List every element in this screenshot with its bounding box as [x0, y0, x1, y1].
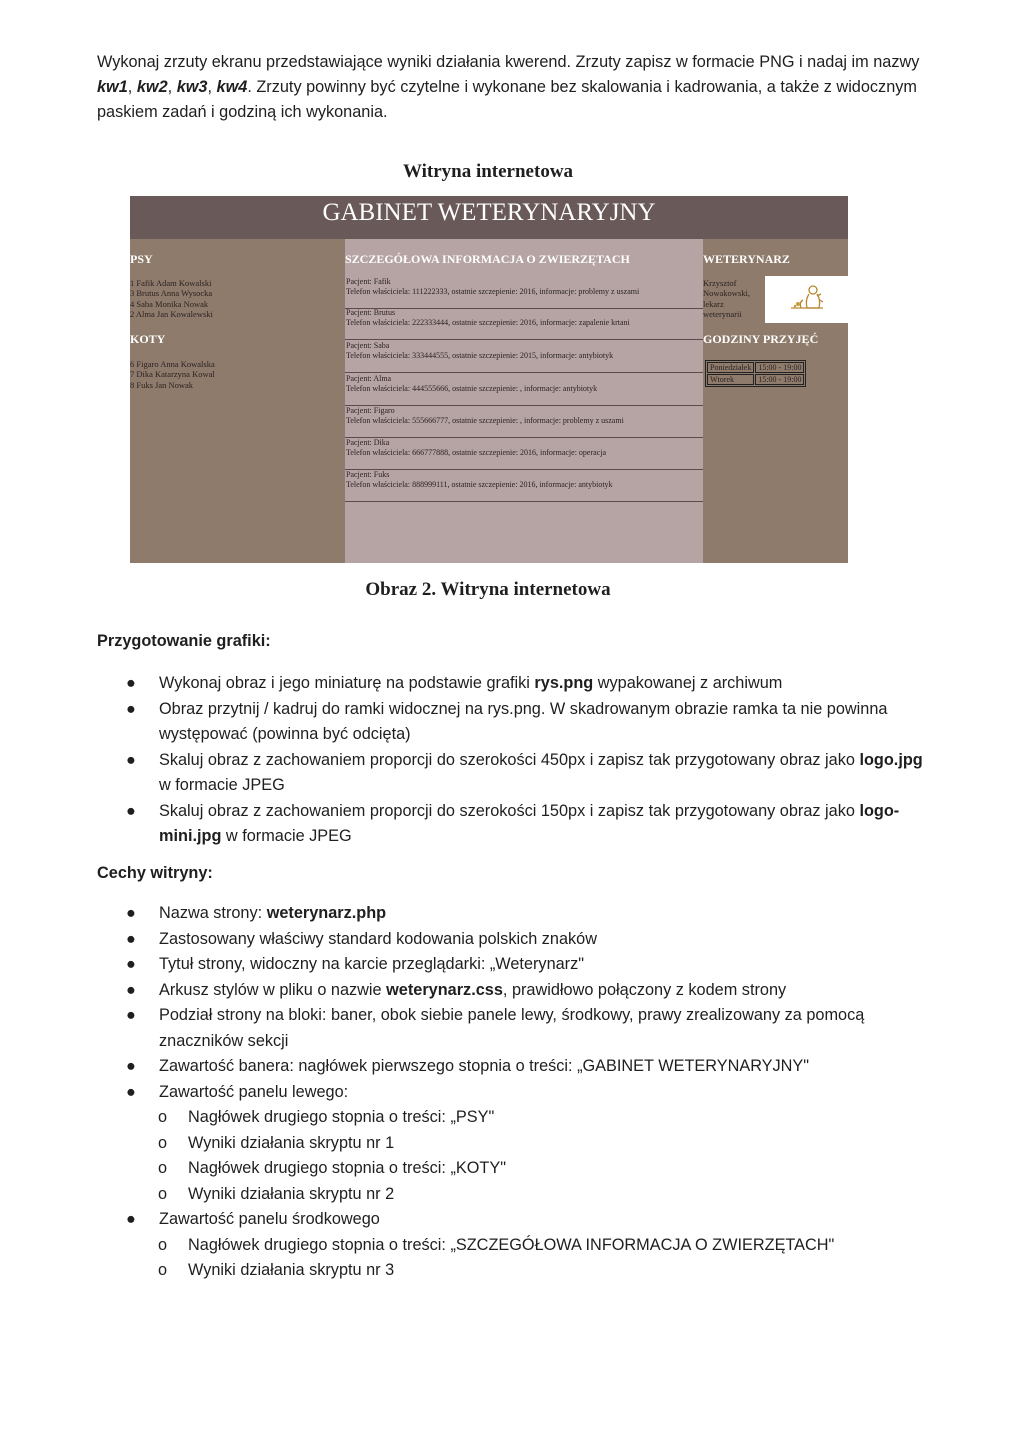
circle-bullet-icon: o [158, 1133, 168, 1152]
item-text: Zawartość banera: nagłówek pierwszego stopnia o treści: „GABINET WETERYNARYJNY" [159, 1057, 810, 1075]
file-name: logo-mini.jpg [159, 801, 900, 845]
item-text: Arkusz stylów w pliku o nazwie [159, 980, 387, 999]
item-text: Podział strony na bloki: baner, obok siebie panele lewy, środkowy, prawy zrealizowany za pomocą znaczników sekcji [159, 1006, 865, 1050]
intro-paragraph [97, 50, 937, 125]
circle-bullet-icon: o [158, 1261, 168, 1279]
item-text: Zastosowany właściwy standard kodowania polskich znaków [159, 929, 597, 948]
bullet-icon: ● [126, 929, 136, 948]
pet-info: Telefon właściciela: 222333444, ostatnie szczepienie: 2016, informacje: zapalenie krtani [346, 318, 630, 327]
right-panel [703, 239, 848, 563]
file-name-kw2: kw2 [136, 78, 168, 96]
intro-text: Wykonaj zrzuty ekranu przedstawiające wyniki działania kwerend. Zrzuty zapisz w formacie PNG i nadaj im nazwy [97, 53, 920, 71]
bullet-icon: ● [126, 904, 136, 922]
pet-record [345, 406, 703, 438]
bullet-icon: ● [126, 699, 136, 718]
pet-name: Pacjent: Figaro [346, 406, 395, 415]
item-text: wypakowanej z archiwum [593, 674, 783, 692]
pet-info: Telefon właściciela: 888999111, ostatnie szczepienie: 2016, informacje: antybiotyk [346, 480, 613, 489]
pet-info: Telefon właściciela: 111222333, ostatnie szczepienie: 2016, informacje: problemy z uszami [346, 287, 640, 296]
list-item [126, 952, 926, 978]
sub-list-item [126, 1233, 926, 1259]
day-cell: Wtorek [707, 374, 754, 385]
item-text: Skaluj obraz z zachowaniem proporcji do szerokości 150px i zapisz tak przygotowany obraz jako [159, 801, 860, 820]
pet-info: Telefon właściciela: 555666777, ostatnie szczepienie: , informacje: problemy z uszami [346, 416, 624, 425]
separator: , [167, 78, 177, 96]
circle-bullet-icon: o [158, 1159, 168, 1177]
left-panel [130, 239, 345, 563]
item-text: Wykonaj obraz i jego miniaturę na podstawie grafiki [159, 674, 535, 692]
site-banner: GABINET WETERYNARYJNY [130, 196, 848, 239]
sub-list-item [126, 1105, 926, 1131]
figure-caption: Obraz 2. Witryna internetowa [365, 579, 611, 600]
list-item [126, 1080, 926, 1208]
list-item: 2 Alma Jan Kowalewski [130, 309, 213, 320]
file-name: weterynarz.php [266, 904, 387, 922]
list-item [126, 671, 926, 697]
pet-name: Pacjent: Fuks [346, 470, 390, 479]
list-item [126, 978, 926, 1004]
pet-info: Telefon właściciela: 444555666, ostatnie szczepienie: , informacje: antybiotyk [346, 384, 598, 393]
circle-bullet-icon: o [158, 1184, 168, 1203]
section-heading-graphics: Przygotowanie grafiki: [97, 632, 271, 650]
bullet-icon: ● [126, 674, 136, 692]
intro-text-end: . Zrzuty powinny być czytelne i wykonane bez skalowania i kadrowania, a także z widocznym paskiem zadań i godziną ich wykonania. [97, 78, 917, 121]
item-text: Obraz przytnij / kadruj do ramki widocznej na rys.png. W skadrowanym obrazie ramka ta nie powinna występować (powinna być odcięta) [159, 699, 888, 743]
sub-list-item [126, 1258, 926, 1284]
separator: , [127, 78, 137, 96]
vet-line: Krzysztof [703, 278, 737, 288]
pet-name: Pacjent: Fafik [346, 277, 391, 286]
bullet-icon: ● [126, 955, 136, 973]
hours-table [705, 360, 806, 387]
table-row [707, 362, 804, 373]
pet-name: Pacjent: Brutus [346, 308, 396, 317]
pet-record [345, 438, 703, 470]
sub-list-item [126, 1131, 926, 1157]
dog-cat-icon [765, 276, 848, 323]
features-list [126, 901, 926, 1284]
list-item [126, 1003, 926, 1054]
item-text: Wyniki działania skryptu nr 2 [188, 1184, 395, 1203]
list-item: 3 Brutus Anna Wysocka [130, 288, 213, 299]
pet-record [345, 277, 703, 309]
pet-name: Pacjent: Alma [346, 374, 392, 383]
bullet-icon: ● [126, 1210, 136, 1228]
file-name: weterynarz.css [386, 980, 503, 999]
vet-line: lekarz [703, 298, 724, 309]
list-item: 8 Fuks Jan Nowak [130, 379, 194, 390]
item-text: Nagłówek drugiego stopnia o treści: „SZCZEGÓŁOWA INFORMACJA O ZWIERZĘTACH" [188, 1235, 835, 1254]
time-cell: 15:00 - 19:00 [755, 374, 804, 385]
time-cell: 15:00 - 19:00 [755, 362, 804, 373]
list-item [126, 697, 926, 748]
bullet-icon: ● [126, 1057, 136, 1075]
item-text: w formacie JPEG [221, 827, 352, 845]
list-item [126, 748, 926, 799]
vet-logo-image [765, 276, 848, 323]
list-item [126, 1207, 926, 1284]
item-text: Nagłówek drugiego stopnia o treści: „PSY" [188, 1108, 495, 1126]
sub-list-item [126, 1182, 926, 1208]
pet-name: Pacjent: Saba [346, 341, 390, 350]
bullet-icon: ● [126, 801, 136, 820]
bullet-icon: ● [126, 1006, 136, 1024]
heading-dogs: PSY [130, 252, 153, 266]
item-text: Skaluj obraz z zachowaniem proporcji do szerokości 450px i zapisz tak przygotowany obraz jako [159, 750, 860, 769]
list-item: 6 Figaro Anna Kowalska [130, 359, 215, 369]
sub-list-item [126, 1156, 926, 1182]
bullet-icon: ● [126, 980, 136, 999]
item-text: Tytuł strony, widoczny na karcie przeglądarki: „Weterynarz" [159, 955, 585, 973]
list-item: 4 Saba Monika Nowak [130, 298, 209, 309]
file-name: rys.png [534, 674, 594, 692]
item-text: Zawartość panelu środkowego [159, 1210, 380, 1228]
middle-panel [345, 239, 703, 563]
list-item [126, 927, 926, 953]
sub-list [126, 1233, 926, 1284]
dogs-list [130, 278, 213, 320]
list-item [126, 799, 926, 850]
table-row [707, 374, 804, 385]
file-name-kw4: kw4 [216, 78, 248, 96]
cats-list [130, 359, 215, 390]
file-name-kw1: kw1 [97, 78, 128, 96]
pet-name: Pacjent: Dika [346, 438, 390, 447]
pet-record [345, 308, 703, 340]
item-text: , prawidłowo połączony z kodem strony [502, 980, 787, 999]
list-item [126, 901, 926, 927]
item-text: Nagłówek drugiego stopnia o treści: „KOTY" [188, 1159, 506, 1177]
day-cell: Poniedziałek [707, 362, 754, 373]
pet-info: Telefon właściciela: 333444555, ostatnie szczepienie: 2015, informacje: antybiotyk [346, 351, 614, 360]
list-item: 7 Dika Katarzyna Kowal [130, 369, 215, 380]
bullet-icon: ● [126, 750, 136, 769]
item-text: Zawartość panelu lewego: [159, 1082, 349, 1101]
file-name-kw3: kw3 [176, 78, 208, 96]
vet-line: Nowakowski, [703, 288, 750, 299]
graphics-list [126, 671, 926, 850]
heading-cats: KOTY [130, 332, 166, 346]
heading-pet-details: SZCZEGÓŁOWA INFORMACJA O ZWIERZĘTACH [345, 252, 630, 266]
separator: , [207, 78, 217, 96]
item-text: Nazwa strony: [159, 904, 267, 922]
heading-hours: GODZINY PRZYJĘĆ [703, 332, 819, 346]
figure-title: Witryna internetowa [402, 161, 574, 182]
section-heading-features: Cechy witryny: [97, 864, 213, 882]
item-text: Wyniki działania skryptu nr 1 [188, 1133, 395, 1152]
vet-name [703, 278, 763, 320]
pet-record [345, 341, 703, 373]
item-text: w formacie JPEG [159, 776, 285, 794]
list-item [126, 1054, 926, 1080]
heading-vet: WETERYNARZ [703, 252, 790, 266]
website-screenshot [130, 196, 848, 563]
circle-bullet-icon: o [158, 1235, 168, 1254]
pet-record [345, 470, 703, 502]
sub-list [126, 1105, 926, 1207]
circle-bullet-icon: o [158, 1108, 168, 1126]
vet-line: weterynarii [703, 309, 742, 320]
file-name: logo.jpg [859, 750, 923, 769]
pet-info: Telefon właściciela: 666777888, ostatnie szczepienie: 2016, informacje: operacja [346, 448, 607, 457]
bullet-icon: ● [126, 1082, 136, 1101]
pet-record [345, 374, 703, 406]
item-text: Wyniki działania skryptu nr 3 [188, 1261, 395, 1279]
list-item: 1 Fafik Adam Kowalski [130, 278, 212, 288]
